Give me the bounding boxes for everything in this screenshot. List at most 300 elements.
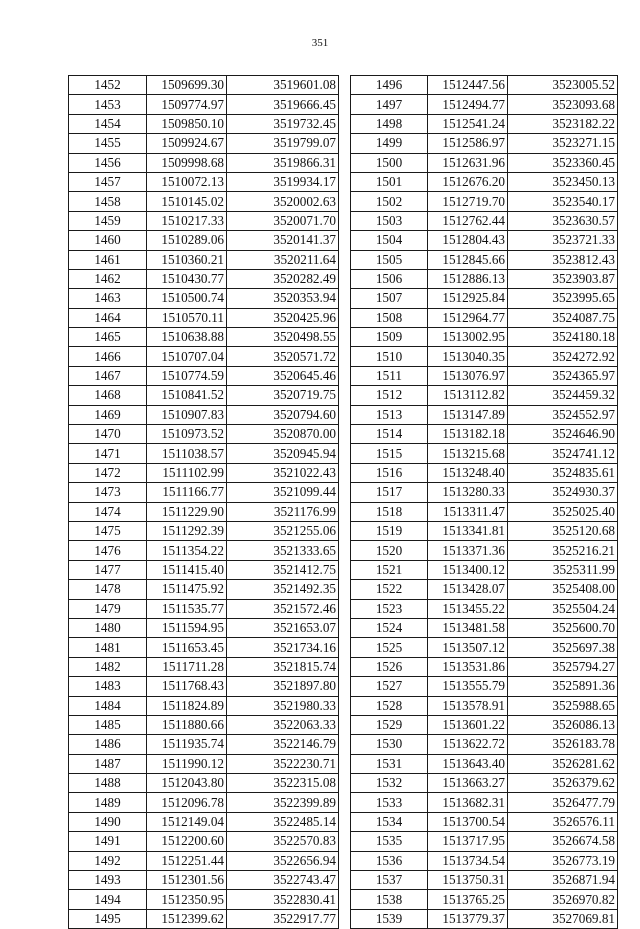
point-number-cell: 1499: [351, 134, 428, 153]
x-coordinate-cell: 1512149.04: [147, 812, 227, 831]
y-coordinate-cell: 3526281.62: [508, 754, 618, 773]
point-number-cell: 1519: [351, 521, 428, 540]
y-coordinate-cell: 3521099.44: [227, 483, 339, 502]
x-coordinate-cell: 1513531.86: [428, 657, 508, 676]
point-number-cell: 1478: [69, 580, 147, 599]
point-number-cell: 1480: [69, 618, 147, 637]
y-coordinate-cell: 3526183.78: [508, 735, 618, 754]
point-number-cell: 1500: [351, 153, 428, 172]
x-coordinate-cell: 1513455.22: [428, 599, 508, 618]
point-number-cell: 1468: [69, 386, 147, 405]
y-coordinate-cell: 3520002.63: [227, 192, 339, 211]
table-row: [351, 812, 618, 831]
y-coordinate-cell: 3522830.41: [227, 890, 339, 909]
table-row: [351, 638, 618, 657]
x-coordinate-cell: 1512886.13: [428, 269, 508, 288]
x-coordinate-cell: 1513076.97: [428, 366, 508, 385]
x-coordinate-cell: 1510570.11: [147, 308, 227, 327]
y-coordinate-cell: 3522315.08: [227, 774, 339, 793]
x-coordinate-cell: 1512301.56: [147, 871, 227, 890]
table-row: [351, 95, 618, 114]
table-row: [351, 172, 618, 191]
x-coordinate-cell: 1511990.12: [147, 754, 227, 773]
x-coordinate-cell: 1511166.77: [147, 483, 227, 502]
x-coordinate-cell: 1512399.62: [147, 909, 227, 928]
x-coordinate-cell: 1509699.30: [147, 76, 227, 95]
table-row: [69, 715, 339, 734]
x-coordinate-cell: 1510500.74: [147, 289, 227, 308]
x-coordinate-cell: 1513507.12: [428, 638, 508, 657]
point-number-cell: 1484: [69, 696, 147, 715]
point-number-cell: 1476: [69, 541, 147, 560]
point-number-cell: 1492: [69, 851, 147, 870]
x-coordinate-cell: 1511475.92: [147, 580, 227, 599]
y-coordinate-cell: 3521815.74: [227, 657, 339, 676]
x-coordinate-cell: 1510707.04: [147, 347, 227, 366]
y-coordinate-cell: 3520794.60: [227, 405, 339, 424]
table-row: [69, 754, 339, 773]
x-coordinate-cell: 1513215.68: [428, 444, 508, 463]
point-number-cell: 1520: [351, 541, 428, 560]
table-row: [69, 890, 339, 909]
point-number-cell: 1456: [69, 153, 147, 172]
point-number-cell: 1458: [69, 192, 147, 211]
x-coordinate-cell: 1511768.43: [147, 677, 227, 696]
y-coordinate-cell: 3523360.45: [508, 153, 618, 172]
point-number-cell: 1496: [351, 76, 428, 95]
table-row: [351, 735, 618, 754]
table-row: [351, 657, 618, 676]
point-number-cell: 1531: [351, 754, 428, 773]
x-coordinate-cell: 1513700.54: [428, 812, 508, 831]
table-row: [351, 211, 618, 230]
y-coordinate-cell: 3526477.79: [508, 793, 618, 812]
page-number: 351: [311, 37, 329, 49]
table-row: [351, 715, 618, 734]
x-coordinate-cell: 1511880.66: [147, 715, 227, 734]
table-row: [69, 95, 339, 114]
point-number-cell: 1536: [351, 851, 428, 870]
x-coordinate-cell: 1513779.37: [428, 909, 508, 928]
point-number-cell: 1454: [69, 114, 147, 133]
y-coordinate-cell: 3519666.45: [227, 95, 339, 114]
point-number-cell: 1459: [69, 211, 147, 230]
point-number-cell: 1472: [69, 463, 147, 482]
y-coordinate-cell: 3525025.40: [508, 502, 618, 521]
x-coordinate-cell: 1512447.56: [428, 76, 508, 95]
y-coordinate-cell: 3524365.97: [508, 366, 618, 385]
table-row: [69, 657, 339, 676]
x-coordinate-cell: 1512845.66: [428, 250, 508, 269]
table-row: [351, 134, 618, 153]
y-coordinate-cell: 3526871.94: [508, 871, 618, 890]
table-row: [69, 192, 339, 211]
point-number-cell: 1481: [69, 638, 147, 657]
point-number-cell: 1535: [351, 832, 428, 851]
y-coordinate-cell: 3522485.14: [227, 812, 339, 831]
table-row: [351, 754, 618, 773]
point-number-cell: 1463: [69, 289, 147, 308]
y-coordinate-cell: 3521897.80: [227, 677, 339, 696]
table-row: [69, 308, 339, 327]
y-coordinate-cell: 3525600.70: [508, 618, 618, 637]
y-coordinate-cell: 3523093.68: [508, 95, 618, 114]
point-number-cell: 1473: [69, 483, 147, 502]
table-row: [351, 851, 618, 870]
table-row: [351, 677, 618, 696]
point-number-cell: 1529: [351, 715, 428, 734]
table-row: [69, 463, 339, 482]
y-coordinate-cell: 3522743.47: [227, 871, 339, 890]
x-coordinate-cell: 1510360.21: [147, 250, 227, 269]
y-coordinate-cell: 3520945.94: [227, 444, 339, 463]
point-number-cell: 1524: [351, 618, 428, 637]
table-row: [69, 580, 339, 599]
table-row: [351, 560, 618, 579]
y-coordinate-cell: 3521022.43: [227, 463, 339, 482]
point-number-cell: 1532: [351, 774, 428, 793]
table-row: [69, 134, 339, 153]
y-coordinate-cell: 3523903.87: [508, 269, 618, 288]
table-row: [69, 871, 339, 890]
point-number-cell: 1523: [351, 599, 428, 618]
table-row: [351, 308, 618, 327]
table-row: [69, 444, 339, 463]
table-row: [351, 153, 618, 172]
x-coordinate-cell: 1509924.67: [147, 134, 227, 153]
y-coordinate-cell: 3521653.07: [227, 618, 339, 637]
x-coordinate-cell: 1511415.40: [147, 560, 227, 579]
point-number-cell: 1475: [69, 521, 147, 540]
x-coordinate-cell: 1513002.95: [428, 328, 508, 347]
point-number-cell: 1504: [351, 231, 428, 250]
table-row: [69, 114, 339, 133]
y-coordinate-cell: 3522917.77: [227, 909, 339, 928]
x-coordinate-cell: 1512541.24: [428, 114, 508, 133]
table-row: [351, 774, 618, 793]
y-coordinate-cell: 3526674.58: [508, 832, 618, 851]
x-coordinate-cell: 1511935.74: [147, 735, 227, 754]
table-row: [351, 541, 618, 560]
x-coordinate-cell: 1512676.20: [428, 172, 508, 191]
table-row: [69, 696, 339, 715]
table-row: [351, 521, 618, 540]
x-coordinate-cell: 1512350.95: [147, 890, 227, 909]
x-coordinate-cell: 1513280.33: [428, 483, 508, 502]
x-coordinate-cell: 1513371.36: [428, 541, 508, 560]
point-number-cell: 1539: [351, 909, 428, 928]
y-coordinate-cell: 3521333.65: [227, 541, 339, 560]
y-coordinate-cell: 3525697.38: [508, 638, 618, 657]
point-number-cell: 1506: [351, 269, 428, 288]
y-coordinate-cell: 3525216.21: [508, 541, 618, 560]
x-coordinate-cell: 1510145.02: [147, 192, 227, 211]
table-row: [69, 328, 339, 347]
x-coordinate-cell: 1513481.58: [428, 618, 508, 637]
x-coordinate-cell: 1513311.47: [428, 502, 508, 521]
point-number-cell: 1534: [351, 812, 428, 831]
table-row: [351, 599, 618, 618]
x-coordinate-cell: 1513428.07: [428, 580, 508, 599]
table-row: [351, 483, 618, 502]
point-number-cell: 1477: [69, 560, 147, 579]
table-row: [69, 172, 339, 191]
point-number-cell: 1488: [69, 774, 147, 793]
y-coordinate-cell: 3520719.75: [227, 386, 339, 405]
x-coordinate-cell: 1511038.57: [147, 444, 227, 463]
table-row: [69, 638, 339, 657]
point-number-cell: 1482: [69, 657, 147, 676]
table-row: [69, 851, 339, 870]
x-coordinate-cell: 1512804.43: [428, 231, 508, 250]
point-number-cell: 1457: [69, 172, 147, 191]
y-coordinate-cell: 3520571.72: [227, 347, 339, 366]
y-coordinate-cell: 3523005.52: [508, 76, 618, 95]
x-coordinate-cell: 1513400.12: [428, 560, 508, 579]
point-number-cell: 1527: [351, 677, 428, 696]
point-number-cell: 1510: [351, 347, 428, 366]
point-number-cell: 1471: [69, 444, 147, 463]
y-coordinate-cell: 3520353.94: [227, 289, 339, 308]
table-row: [69, 541, 339, 560]
table-row: [69, 425, 339, 444]
table-row: [351, 269, 618, 288]
table-row: [351, 250, 618, 269]
table-row: [351, 463, 618, 482]
y-coordinate-cell: 3520645.46: [227, 366, 339, 385]
x-coordinate-cell: 1513643.40: [428, 754, 508, 773]
point-number-cell: 1497: [351, 95, 428, 114]
x-coordinate-cell: 1513750.31: [428, 871, 508, 890]
y-coordinate-cell: 3523271.15: [508, 134, 618, 153]
point-number-cell: 1467: [69, 366, 147, 385]
point-number-cell: 1511: [351, 366, 428, 385]
x-coordinate-cell: 1511102.99: [147, 463, 227, 482]
x-coordinate-cell: 1512631.96: [428, 153, 508, 172]
x-coordinate-cell: 1513341.81: [428, 521, 508, 540]
y-coordinate-cell: 3521176.99: [227, 502, 339, 521]
table-body: [351, 76, 618, 929]
y-coordinate-cell: 3525794.27: [508, 657, 618, 676]
coordinate-table-right: [350, 75, 618, 929]
y-coordinate-cell: 3519866.31: [227, 153, 339, 172]
table-row: [351, 618, 618, 637]
point-number-cell: 1486: [69, 735, 147, 754]
y-coordinate-cell: 3522570.83: [227, 832, 339, 851]
y-coordinate-cell: 3520282.49: [227, 269, 339, 288]
point-number-cell: 1470: [69, 425, 147, 444]
table-row: [351, 366, 618, 385]
point-number-cell: 1490: [69, 812, 147, 831]
table-row: [351, 231, 618, 250]
y-coordinate-cell: 3519799.07: [227, 134, 339, 153]
table-body: [69, 76, 339, 929]
x-coordinate-cell: 1513765.25: [428, 890, 508, 909]
table-row: [69, 405, 339, 424]
y-coordinate-cell: 3524459.32: [508, 386, 618, 405]
point-number-cell: 1515: [351, 444, 428, 463]
table-row: [351, 580, 618, 599]
y-coordinate-cell: 3525988.65: [508, 696, 618, 715]
y-coordinate-cell: 3523721.33: [508, 231, 618, 250]
x-coordinate-cell: 1511594.95: [147, 618, 227, 637]
table-row: [351, 793, 618, 812]
table-row: [351, 832, 618, 851]
y-coordinate-cell: 3523450.13: [508, 172, 618, 191]
table-row: [69, 289, 339, 308]
y-coordinate-cell: 3526086.13: [508, 715, 618, 734]
table-row: [69, 211, 339, 230]
x-coordinate-cell: 1511824.89: [147, 696, 227, 715]
point-number-cell: 1502: [351, 192, 428, 211]
y-coordinate-cell: 3523630.57: [508, 211, 618, 230]
point-number-cell: 1516: [351, 463, 428, 482]
y-coordinate-cell: 3522146.79: [227, 735, 339, 754]
table-row: [69, 560, 339, 579]
y-coordinate-cell: 3525891.36: [508, 677, 618, 696]
x-coordinate-cell: 1509850.10: [147, 114, 227, 133]
y-coordinate-cell: 3524835.61: [508, 463, 618, 482]
y-coordinate-cell: 3526379.62: [508, 774, 618, 793]
x-coordinate-cell: 1511711.28: [147, 657, 227, 676]
point-number-cell: 1479: [69, 599, 147, 618]
coordinate-table-left: [68, 75, 339, 929]
x-coordinate-cell: 1511292.39: [147, 521, 227, 540]
x-coordinate-cell: 1510907.83: [147, 405, 227, 424]
y-coordinate-cell: 3524741.12: [508, 444, 618, 463]
table-row: [351, 425, 618, 444]
y-coordinate-cell: 3520211.64: [227, 250, 339, 269]
table-row: [351, 386, 618, 405]
y-coordinate-cell: 3522656.94: [227, 851, 339, 870]
y-coordinate-cell: 3521734.16: [227, 638, 339, 657]
table-row: [69, 231, 339, 250]
table-row: [69, 502, 339, 521]
point-number-cell: 1528: [351, 696, 428, 715]
table-row: [69, 386, 339, 405]
point-number-cell: 1503: [351, 211, 428, 230]
point-number-cell: 1453: [69, 95, 147, 114]
y-coordinate-cell: 3519934.17: [227, 172, 339, 191]
x-coordinate-cell: 1510289.06: [147, 231, 227, 250]
table-row: [351, 502, 618, 521]
x-coordinate-cell: 1513717.95: [428, 832, 508, 851]
point-number-cell: 1474: [69, 502, 147, 521]
table-row: [69, 521, 339, 540]
y-coordinate-cell: 3520870.00: [227, 425, 339, 444]
point-number-cell: 1485: [69, 715, 147, 734]
y-coordinate-cell: 3524646.90: [508, 425, 618, 444]
table-row: [69, 153, 339, 172]
point-number-cell: 1505: [351, 250, 428, 269]
point-number-cell: 1521: [351, 560, 428, 579]
table-row: [351, 192, 618, 211]
point-number-cell: 1460: [69, 231, 147, 250]
point-number-cell: 1466: [69, 347, 147, 366]
point-number-cell: 1526: [351, 657, 428, 676]
y-coordinate-cell: 3524087.75: [508, 308, 618, 327]
x-coordinate-cell: 1511535.77: [147, 599, 227, 618]
x-coordinate-cell: 1510973.52: [147, 425, 227, 444]
y-coordinate-cell: 3523540.17: [508, 192, 618, 211]
y-coordinate-cell: 3519732.45: [227, 114, 339, 133]
x-coordinate-cell: 1509998.68: [147, 153, 227, 172]
x-coordinate-cell: 1512964.77: [428, 308, 508, 327]
y-coordinate-cell: 3520141.37: [227, 231, 339, 250]
y-coordinate-cell: 3523182.22: [508, 114, 618, 133]
table-row: [351, 328, 618, 347]
x-coordinate-cell: 1510841.52: [147, 386, 227, 405]
point-number-cell: 1512: [351, 386, 428, 405]
table-row: [351, 444, 618, 463]
table-row: [69, 269, 339, 288]
y-coordinate-cell: 3521980.33: [227, 696, 339, 715]
point-number-cell: 1538: [351, 890, 428, 909]
y-coordinate-cell: 3524180.18: [508, 328, 618, 347]
x-coordinate-cell: 1513182.18: [428, 425, 508, 444]
x-coordinate-cell: 1513040.35: [428, 347, 508, 366]
x-coordinate-cell: 1513682.31: [428, 793, 508, 812]
x-coordinate-cell: 1510072.13: [147, 172, 227, 191]
x-coordinate-cell: 1513622.72: [428, 735, 508, 754]
point-number-cell: 1530: [351, 735, 428, 754]
table-row: [351, 114, 618, 133]
x-coordinate-cell: 1510217.33: [147, 211, 227, 230]
y-coordinate-cell: 3526576.11: [508, 812, 618, 831]
point-number-cell: 1491: [69, 832, 147, 851]
point-number-cell: 1514: [351, 425, 428, 444]
table-row: [69, 599, 339, 618]
point-number-cell: 1483: [69, 677, 147, 696]
y-coordinate-cell: 3523995.65: [508, 289, 618, 308]
y-coordinate-cell: 3525311.99: [508, 560, 618, 579]
x-coordinate-cell: 1513734.54: [428, 851, 508, 870]
y-coordinate-cell: 3520425.96: [227, 308, 339, 327]
y-coordinate-cell: 3522399.89: [227, 793, 339, 812]
x-coordinate-cell: 1513578.91: [428, 696, 508, 715]
table-row: [69, 483, 339, 502]
y-coordinate-cell: 3520071.70: [227, 211, 339, 230]
table-row: [69, 832, 339, 851]
y-coordinate-cell: 3525408.00: [508, 580, 618, 599]
table-row: [351, 696, 618, 715]
point-number-cell: 1517: [351, 483, 428, 502]
x-coordinate-cell: 1512762.44: [428, 211, 508, 230]
point-number-cell: 1493: [69, 871, 147, 890]
table-row: [69, 76, 339, 95]
x-coordinate-cell: 1513248.40: [428, 463, 508, 482]
x-coordinate-cell: 1510430.77: [147, 269, 227, 288]
y-coordinate-cell: 3522063.33: [227, 715, 339, 734]
x-coordinate-cell: 1509774.97: [147, 95, 227, 114]
x-coordinate-cell: 1511354.22: [147, 541, 227, 560]
table-row: [69, 812, 339, 831]
table-row: [69, 366, 339, 385]
table-row: [351, 405, 618, 424]
point-number-cell: 1507: [351, 289, 428, 308]
y-coordinate-cell: 3524272.92: [508, 347, 618, 366]
point-number-cell: 1469: [69, 405, 147, 424]
y-coordinate-cell: 3521492.35: [227, 580, 339, 599]
table-row: [351, 76, 618, 95]
x-coordinate-cell: 1512096.78: [147, 793, 227, 812]
point-number-cell: 1513: [351, 405, 428, 424]
point-number-cell: 1509: [351, 328, 428, 347]
y-coordinate-cell: 3526970.82: [508, 890, 618, 909]
point-number-cell: 1455: [69, 134, 147, 153]
point-number-cell: 1452: [69, 76, 147, 95]
x-coordinate-cell: 1511653.45: [147, 638, 227, 657]
